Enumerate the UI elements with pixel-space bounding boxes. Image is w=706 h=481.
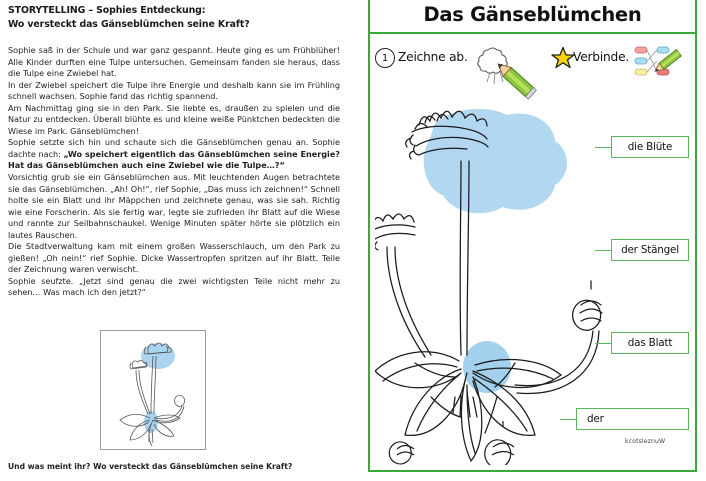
story-paragraph: Am Nachmittag ging sie in den Park. Sie liebte es, draußen zu spielen und die Natur zu entdecken. Überall blühte es und kleine weiße Pünktchen bedeckten die Wiese im Park. Gänseblümchen! — [8, 102, 340, 136]
story-paragraph: Sophie seufzte. „Jetzt sind genau die zwei wichtigsten Teile nicht mehr zu sehen… Was mach ich den jetzt?“ — [8, 275, 340, 298]
story-paragraph: In der Zwiebel speichert die Tulpe ihre Energie und deshalb kann sie im Frühling schnell wachsen. Sophie fand das richtig spannend. — [8, 79, 340, 102]
page-border-bottom — [368, 470, 697, 472]
story-paragraph-thought — [8, 137, 340, 172]
pencil-drawing-icon — [476, 44, 538, 102]
task-instruction-row — [368, 40, 697, 102]
story-paragraph: Die Stadtverwaltung kam mit einem großen Wasserschlauch, um den Park zu gießen! „Oh nein!“ rief Sophie. Dicke Wassertropfen spritzen auf ihr Blatt. Teile der Zeichnung waren verwischt. — [8, 241, 340, 275]
left-story-page — [0, 0, 352, 481]
story-paragraph: Sophie saß in der Schule und war ganz gespannt. Heute ging es um Frühblüher! Alle Kinder durften eine Tulpe untersuchen. Gemeinsam fanden sie heraus, dass die Tulpe eine Zwiebel hat. — [8, 45, 340, 79]
page-title: Das Gänseblümchen — [423, 3, 642, 26]
page-border-title-rule — [368, 32, 697, 34]
closing-question: Und was meint ihr? Wo versteckt das Gänseblümchen seine Kraft? — [8, 462, 293, 471]
story-title — [8, 4, 344, 31]
label-box-der[interactable] — [576, 408, 689, 430]
thought-prefix: Sophie setzte sich hin und schaute sich die Gänseblümchen genau an. Sophie dachte nach: — [8, 137, 340, 159]
label-box-bluete[interactable] — [611, 136, 689, 158]
right-worksheet-page — [355, 0, 706, 481]
story-paragraph: Vorsichtig grub sie ein Gänseblümchen aus. Mit leuchtenden Augen betrachtete sie das Gänseblümchen. „Ah! Oh!“, rief Sophie, „Das muss ich zeichnen!“ Schnell holte sie ein Blatt und ihr Mäppchen und zeichnete genau, was sie sah. Richtig wie eine Forscherin. Als sie fertig war, legte sie zufrieden ihr Blatt auf die Wiese und rannte zur Seilbahnschaukel. Wenige Minuten später hörte sie plötzlich ein lautes Rauschen. — [8, 172, 340, 240]
label-text: das Blatt — [627, 337, 673, 349]
watermark-text: kcotsleznuW — [625, 438, 666, 445]
star-icon — [551, 46, 575, 70]
daisy-illustration-small — [104, 334, 202, 446]
story-title-line1: STORYTELLING – Sophies Entdeckung: — [8, 5, 206, 16]
connect-match-icon — [634, 44, 682, 80]
task-number-badge: 1 — [375, 48, 395, 68]
label-box-staengel[interactable] — [611, 239, 689, 261]
task-1-label: Zeichne ab. — [398, 50, 468, 64]
task-2-label: Verbinde. — [573, 50, 630, 64]
thought-quote: „Wo speichert eigentlich das Gänseblümchen seine Energie? Hat das Gänseblümchen auch eine Zwiebel wie die Tulpe…?“ — [8, 148, 341, 171]
label-text: der Stängel — [621, 244, 679, 256]
story-body — [8, 45, 340, 299]
label-box-blatt[interactable] — [611, 332, 689, 354]
label-text: die Blüte — [627, 141, 673, 153]
story-title-line2: Wo versteckt das Gänseblümchen seine Kraft? — [8, 18, 250, 30]
label-text: der — [587, 413, 604, 425]
